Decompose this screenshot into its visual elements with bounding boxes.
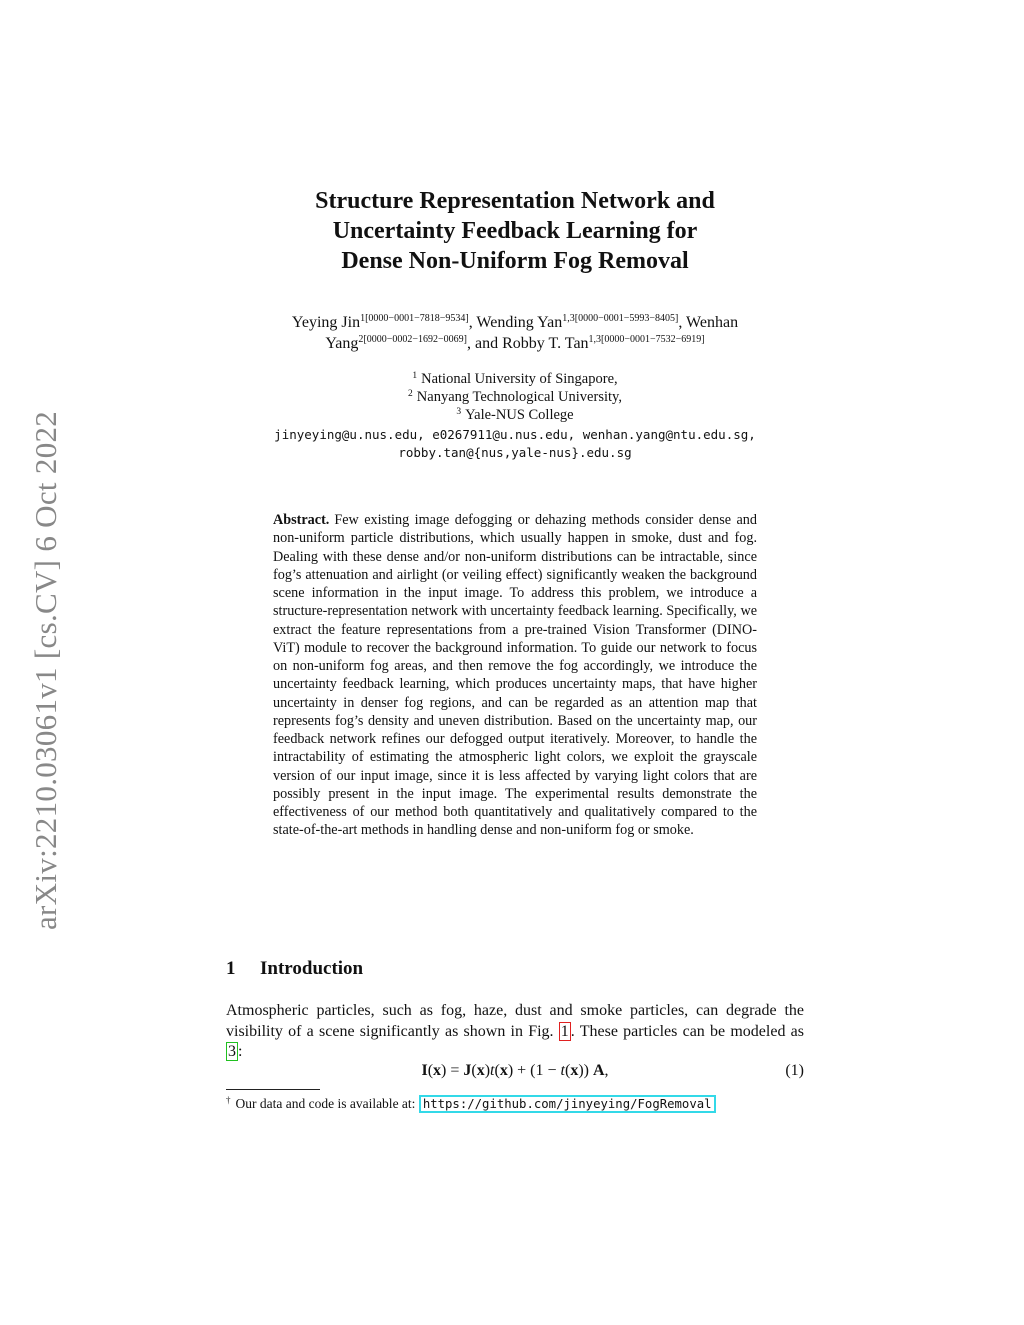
author-name: Robby T. Tan [502, 335, 589, 352]
footnote-text: Our data and code is available at: [235, 1096, 416, 1111]
author-orcid: 1[0000−0001−7818−9534] [360, 313, 469, 324]
affiliation: $^3$ Yale-NUS College [456, 407, 574, 423]
figure-reference-link[interactable]: 1 [560, 1022, 569, 1040]
title-line: Structure Representation Network and [315, 188, 715, 214]
email-line: robby.tan@{nus,yale-nus}.edu.sg [398, 445, 632, 460]
abstract-label: Abstract. [273, 512, 330, 528]
abstract [273, 511, 757, 840]
email-line: jinyeying@u.nus.edu, e0267911@u.nus.edu, wenhan.yang@ntu.edu.sg, [274, 427, 756, 442]
footnote-rule [226, 1089, 320, 1090]
author-orcid: 1,3[0000−0001−5993−8405] [562, 313, 679, 324]
section-number: 1 [226, 958, 236, 979]
citation-link[interactable]: 3 [228, 1043, 236, 1060]
section-title: Introduction [260, 958, 364, 979]
footnote-mark: † [226, 1095, 231, 1105]
title-line: Dense Non-Uniform Fog Removal [341, 248, 689, 274]
author-orcid: 1,3[0000−0001−7532−6919] [588, 334, 705, 345]
equation-1 [226, 1062, 804, 1084]
footnote [226, 1094, 716, 1114]
arxiv-identifier: arXiv:2210.03061v1 [cs.CV] 6 Oct 2022 [28, 410, 63, 930]
affiliations [200, 370, 830, 424]
author-name: Wenhan [686, 314, 739, 331]
author-list: Yeying Jin$^{1[0000-0001-7818-9534]}$, Wending Yan$^{1,3[0000-0001-5993-8405]}$, Wenhan Yang$^{2[0000-0002-1692-0069]}$, and Robby T. Tan$^{1,3[0000-0001-7532-6919]}$ [291, 313, 739, 352]
author-orcid: 2[0000−0002−1692−0069] [358, 334, 467, 345]
author-name: Yeying Jin [291, 314, 361, 331]
code-url-link[interactable]: https://github.com/jinyeying/FogRemoval [419, 1095, 716, 1113]
author-name: Wending Yan [476, 314, 563, 331]
intro-paragraph: Atmospheric particles, such as fog, haze, dust and smoke particles, can degrade the visibility of a scene significantly as shown in Fig. 1 . These particles can be modeled as 3 : [226, 1002, 804, 1060]
section-heading [226, 958, 363, 980]
paper-title [200, 186, 830, 276]
abstract-text: Few existing image defogging or dehazing methods consider dense and non-uniform particle distributions, which usually happen in smoke, dust and fog. Dealing with these dense and/or non-uniform distributions can be intractable, since fog’s attenuation and airlight (or veiling effect) significantly weaken the background scene information in the input image. To address this problem, we introduce a structure-representation network with uncertainty feedback learning. Specifically, we extract the feature representations from a pre-trained Vision Transformer (DINO-ViT) module to recover the background information. To guide our network to focus on non-uniform fog areas, and then remove the fog accordingly, we introduce the uncertainty feedback learning, which produces uncertainty maps, that have higher uncertainty in denser fog regions, and can be regarded as an attention map that represents fog’s density and uneven distribution. Based on the uncertainty map, our feedback network refines our defogged output iteratively. Moreover, to handle the intractability of estimating the atmospheric light colors, we exploit the grayscale version of our input image, since it is less affected by varying light colors that are possibly present in the input image. The experimental results demonstrate the effectiveness of our method both quantitatively and qualitatively compared to the state-of-the-art methods in handling dense and non-uniform fog or smoke. [273, 512, 757, 839]
equation-body: I(x) = J(x)t(x) + (1 − t(x)) A, [421, 1062, 609, 1079]
affiliation: $^1$ National University of Singapore, [412, 371, 618, 387]
title-line: Uncertainty Feedback Learning for [332, 218, 698, 244]
equation-number: (1) [785, 1062, 804, 1079]
author-name: Yang [325, 335, 359, 352]
affiliation: $^2$ Nanyang Technological University, [408, 389, 622, 405]
author-emails [200, 426, 830, 462]
